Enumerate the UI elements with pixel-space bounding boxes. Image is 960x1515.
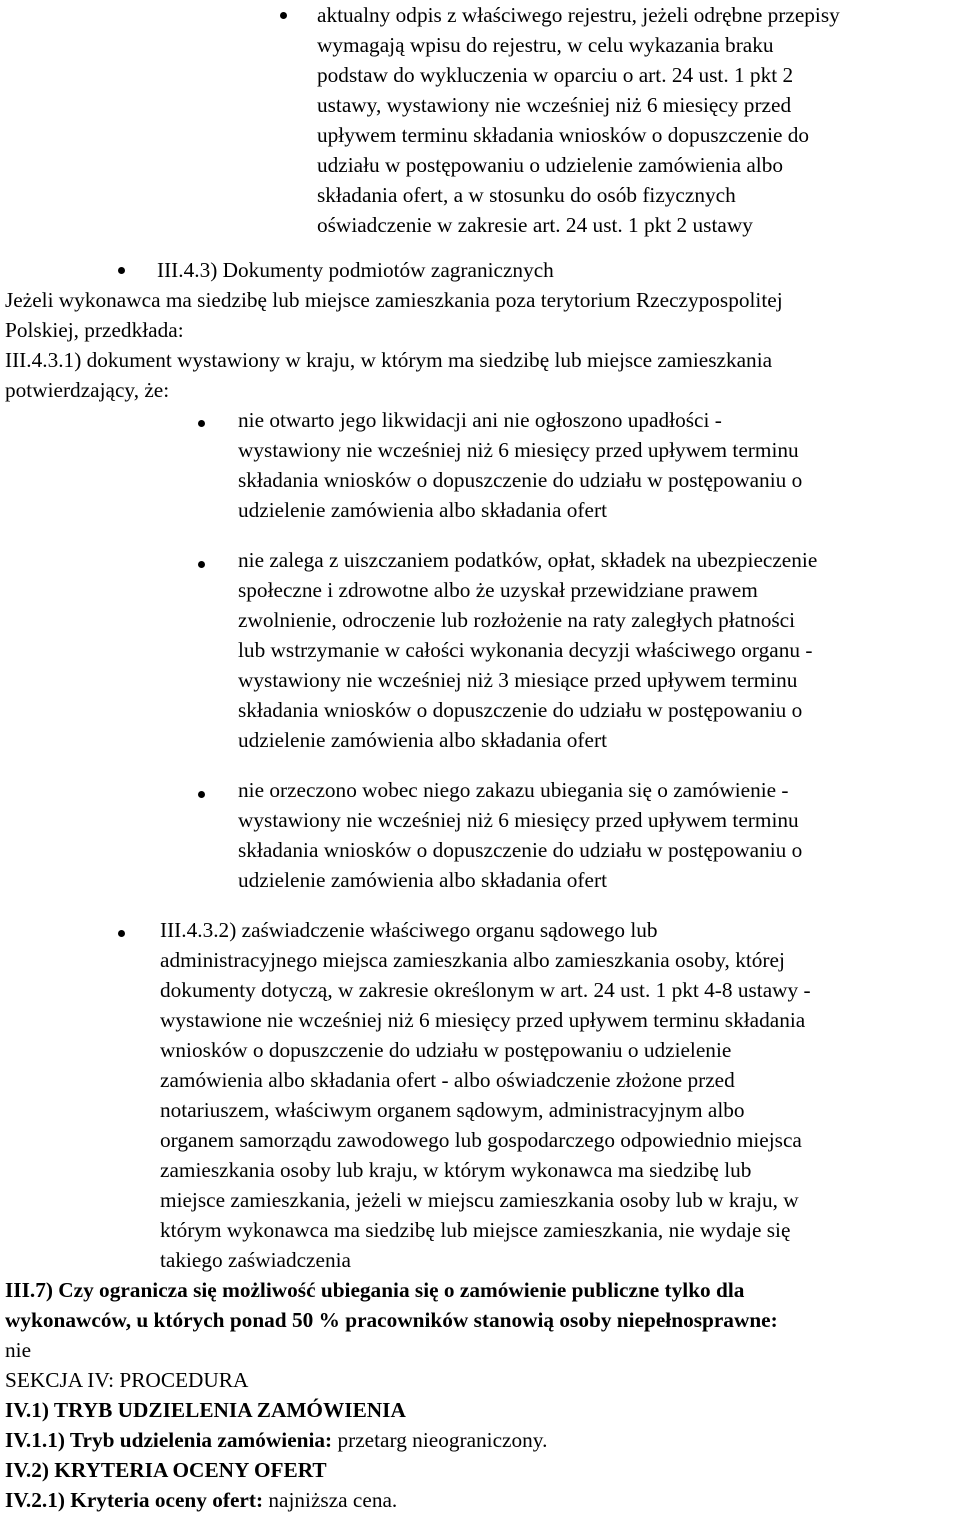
text-line: wystawiony nie wcześniej niż 6 miesięcy przed upływem terminu xyxy=(238,808,799,832)
text-line: zamieszkania osoby lub kraju, w którym wykonawca ma siedzibę lub xyxy=(160,1158,752,1182)
bullet-icon xyxy=(280,12,287,19)
answer-text: nie xyxy=(5,1338,32,1362)
item-iii-4-3-1 xyxy=(5,345,772,405)
text-line: aktualny odpis z właściwego rejestru, jeżeli odrębne przepisy xyxy=(317,3,840,27)
bullet-icon xyxy=(198,791,205,798)
bullet-icon xyxy=(118,930,125,937)
text-line: organem samorządu zawodowego lub gospodarczego odpowiednio miejsca xyxy=(160,1128,802,1152)
bullet-icon xyxy=(198,561,205,568)
text-line: składania wniosków o dopuszczenie do udziału w postępowaniu o xyxy=(238,468,803,492)
heading-iv-2: IV.2) KRYTERIA OCENY OFERT xyxy=(5,1458,327,1482)
text-line: Polskiej, przedkłada: xyxy=(5,318,184,342)
text-line: wystawiony nie wcześniej niż 6 miesięcy przed upływem terminu xyxy=(238,438,799,462)
text-line: III.4.3.1) dokument wystawiony w kraju, w którym ma siedzibę lub miejsce zamieszkania xyxy=(5,348,773,372)
bullet-icon xyxy=(118,267,125,274)
section-iii-7 xyxy=(5,1275,778,1365)
item-iii-4-3-2 xyxy=(160,915,811,1275)
line-iv-2-1 xyxy=(5,1485,547,1515)
section-iv xyxy=(5,1365,547,1515)
label-iv-2-1: IV.2.1) Kryteria oceny ofert: xyxy=(5,1488,264,1512)
text-line: składania wniosków o dopuszczenie do udziału w postępowaniu o xyxy=(238,698,803,722)
text-line: nie zalega z uiszczaniem podatków, opłat, składek na ubezpieczenie xyxy=(238,548,818,572)
sub-item-taxes xyxy=(238,545,817,755)
text-line: udzielenie zamówienia albo składania ofert xyxy=(238,728,607,752)
value-iv-2-1: najniższa cena. xyxy=(263,1488,398,1512)
text-line: nie orzeczono wobec niego zakazu ubiegania się o zamówienie - xyxy=(238,778,789,802)
text-line: oświadczenie w zakresie art. 24 ust. 1 pkt 2 ustawy xyxy=(317,213,753,237)
text-line: upływem terminu składania wniosków o dopuszczenie do xyxy=(317,123,810,147)
text-line: wystawione nie wcześniej niż 6 miesięcy przed upływem terminu składania xyxy=(160,1008,806,1032)
text-line: lub wstrzymanie w całości wykonania decyzji właściwego organu - xyxy=(238,638,813,662)
label-iv-1-1: IV.1.1) Tryb udzielenia zamówienia: xyxy=(5,1428,333,1452)
question-line: III.7) Czy ogranicza się możliwość ubiegania się o zamówienie publiczne tylko dla xyxy=(5,1278,745,1302)
sub-item-ban xyxy=(238,775,802,895)
text-line: ustawy, wystawiony nie wcześniej niż 6 miesięcy przed xyxy=(317,93,792,117)
text-line: III.4.3.2) zaświadczenie właściwego organu sądowego lub xyxy=(160,918,658,942)
bullet-item-registry-extract xyxy=(317,0,840,240)
text-line: którym wykonawca ma siedzibę lub miejsce zamieszkania, nie wydaje się xyxy=(160,1218,791,1242)
heading-iv-1: IV.1) TRYB UDZIELENIA ZAMÓWIENIA xyxy=(5,1398,406,1422)
text-line: udzielenie zamówienia albo składania ofert xyxy=(238,498,607,522)
sub-item-liquidation xyxy=(238,405,802,525)
text-line: notariuszem, właściwym organem sądowym, administracyjnym albo xyxy=(160,1098,745,1122)
text-line: wniosków o dopuszczenie do udziału w postępowaniu o udzielenie xyxy=(160,1038,732,1062)
section-title: SEKCJA IV: PROCEDURA xyxy=(5,1368,249,1392)
text-line: miejsce zamieszkania, jeżeli w miejscu zamieszkania osoby lub w kraju, w xyxy=(160,1188,799,1212)
text-line: takiego zaświadczenia xyxy=(160,1248,351,1272)
text-line: udzielenie zamówienia albo składania ofert xyxy=(238,868,607,892)
text-line: dokumenty dotyczą, w zakresie określonym w art. 24 ust. 1 pkt 4-8 ustawy - xyxy=(160,978,811,1002)
section-heading-iii-4-3: III.4.3) Dokumenty podmiotów zagranicznych xyxy=(157,258,554,282)
text-line: zamówienia albo składania ofert - albo oświadczenie złożone przed xyxy=(160,1068,735,1092)
text-line: udziału w postępowaniu o udzielenie zamówienia albo xyxy=(317,153,784,177)
text-line: wystawiony nie wcześniej niż 3 miesiące przed upływem terminu xyxy=(238,668,798,692)
text-line: administracyjnego miejsca zamieszkania albo zamieszkania osoby, której xyxy=(160,948,785,972)
question-line: wykonawców, u których ponad 50 % pracowników stanowią osoby niepełnosprawne: xyxy=(5,1308,778,1332)
bullet-icon xyxy=(198,420,205,427)
text-line: wymagają wpisu do rejestru, w celu wykazania braku xyxy=(317,33,774,57)
foreign-entities-intro xyxy=(5,285,783,345)
text-line: składania ofert, a w stosunku do osób fizycznych xyxy=(317,183,736,207)
text-line: składania wniosków o dopuszczenie do udziału w postępowaniu o xyxy=(238,838,803,862)
text-line: nie otwarto jego likwidacji ani nie ogłoszono upadłości - xyxy=(238,408,722,432)
text-line: podstaw do wykluczenia w oparciu o art. 24 ust. 1 pkt 2 xyxy=(317,63,794,87)
text-line: potwierdzający, że: xyxy=(5,378,170,402)
text-line: zwolnienie, odroczenie lub rozłożenie na raty zaległych płatności xyxy=(238,608,796,632)
value-iv-1-1: przetarg nieograniczony. xyxy=(332,1428,548,1452)
text-line: Jeżeli wykonawca ma siedzibę lub miejsce zamieszkania poza terytorium Rzeczypospolitej xyxy=(5,288,783,312)
text-line: społeczne i zdrowotne albo że uzyskał przewidziane prawem xyxy=(238,578,758,602)
line-iv-1-1 xyxy=(5,1425,547,1455)
